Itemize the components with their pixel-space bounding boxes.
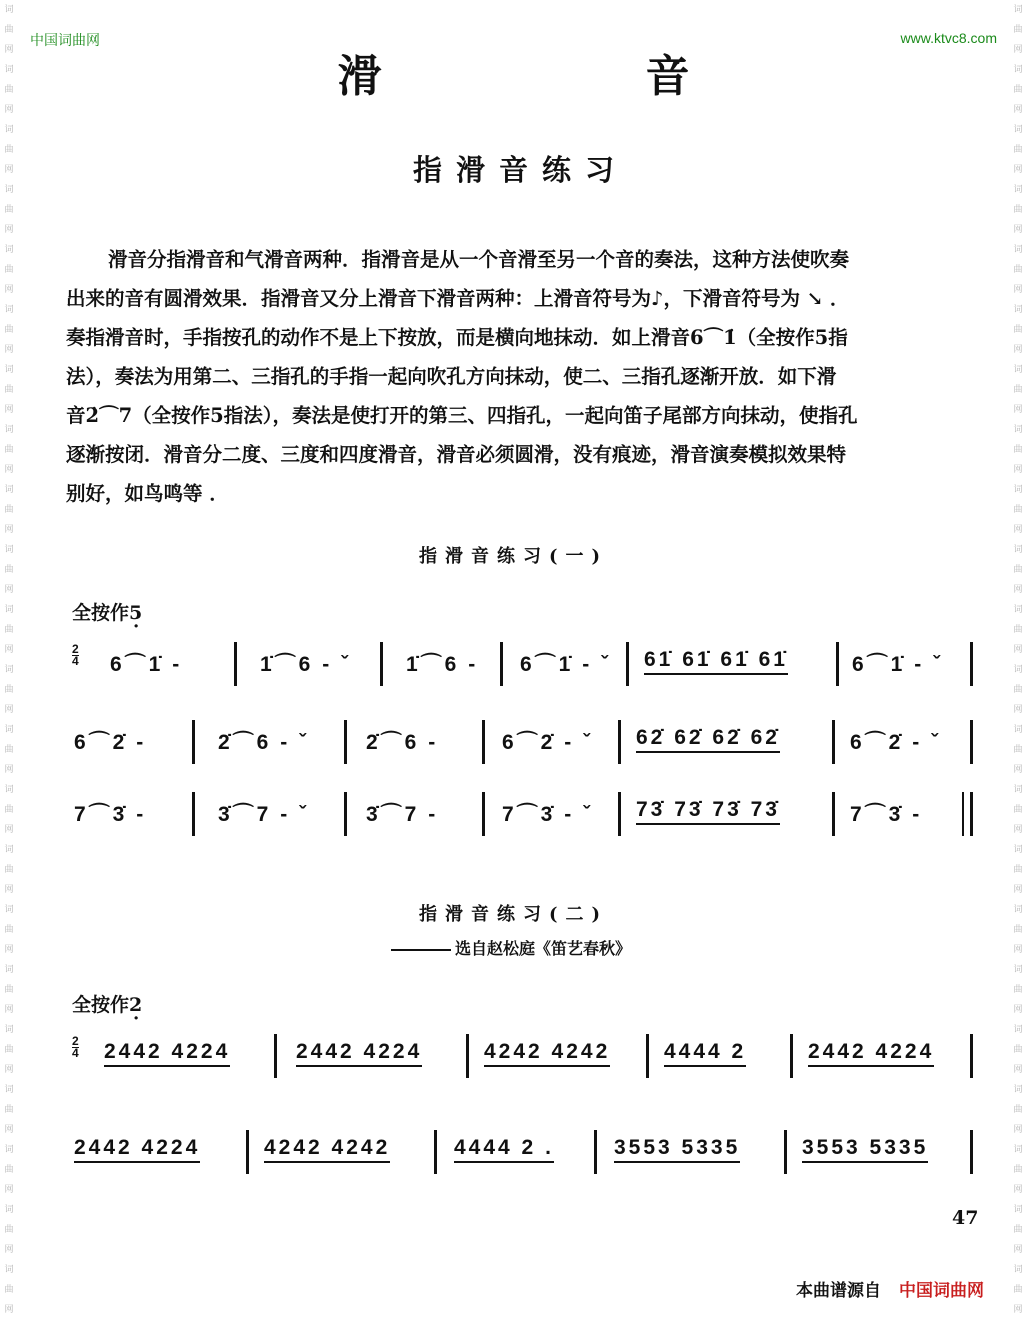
bar-line <box>344 720 347 764</box>
bar-line <box>594 1130 597 1174</box>
side-watermark-text: 词 曲 网 <box>4 365 14 415</box>
paragraph-line: 奏指滑音时，手指按孔的动作不是上下按放，而是横向地抹动．如上滑音6⌒1̇（全按作5指 <box>66 326 848 349</box>
exercise-2-fingering <box>72 990 142 1017</box>
measure: 3553 5335 <box>802 1136 928 1163</box>
side-watermark-text: 词 曲 网 <box>1013 1145 1023 1195</box>
measure: 7⌒3̇ - <box>850 803 923 826</box>
paragraph-line: 法），奏法为用第二、三指孔的手指一起向吹孔方向抹动，使二、三指孔逐渐开放．如下滑 <box>66 365 837 388</box>
measure: 6⌒1̇ - <box>110 653 183 676</box>
side-watermark-text: 词 曲 网 <box>4 125 14 175</box>
side-watermark-text: 词 曲 网 <box>1013 1265 1023 1315</box>
time-signature: 2 4 <box>72 1034 79 1060</box>
side-watermark-text: 词 曲 网 <box>4 5 14 55</box>
exercise-2-row <box>70 1032 980 1092</box>
side-watermark-text: 词 曲 网 <box>1013 365 1023 415</box>
side-watermark-text: 词 曲 网 <box>4 245 14 295</box>
side-watermark-text: 词 曲 网 <box>1013 65 1023 115</box>
footer-site-link[interactable]: 中国词曲网 <box>899 1281 984 1301</box>
side-watermark-text: 词 曲 网 <box>4 1025 14 1075</box>
bar-line <box>970 642 973 686</box>
side-watermark-text: 词 曲 网 <box>1013 1205 1023 1255</box>
exercise-1-row <box>70 718 980 778</box>
side-watermark-text: 词 曲 网 <box>1013 905 1023 955</box>
side-watermark-text: 词 曲 网 <box>1013 1025 1023 1075</box>
side-watermark-text: 词 曲 网 <box>1013 185 1023 235</box>
side-watermark-text: 词 曲 网 <box>4 665 14 715</box>
bar-line <box>618 792 621 836</box>
bar-line <box>784 1130 787 1174</box>
side-watermark-text: 词 曲 网 <box>4 605 14 655</box>
side-watermark-text: 词 曲 网 <box>1013 665 1023 715</box>
measure: 4444 2 . <box>454 1136 554 1163</box>
side-watermark-text: 词 曲 网 <box>1013 425 1023 475</box>
final-bar-line <box>970 792 973 836</box>
intro-paragraph <box>66 240 976 513</box>
measure: 6⌒2̇ - ˇ <box>850 731 942 754</box>
bar-line <box>832 720 835 764</box>
measure: 2442 4224 <box>296 1040 422 1067</box>
measure: 3553 5335 <box>614 1136 740 1163</box>
credit-text: 选自赵松庭《笛艺春秋》 <box>455 939 632 958</box>
bar-line <box>626 642 629 686</box>
measure: 4444 2 <box>664 1040 746 1067</box>
side-watermark-text: 词 曲 网 <box>4 1265 14 1315</box>
bar-line <box>274 1034 277 1078</box>
fingering-label: 全按作 <box>72 994 130 1016</box>
bar-line <box>192 792 195 836</box>
measure: 6⌒1̇ - ˇ <box>852 653 944 676</box>
measure: 73̇ 73̇ 73̇ 73̇ <box>636 798 780 825</box>
exercise-1-title: 指滑音练习(一) <box>418 546 609 567</box>
exercise-1-fingering <box>72 598 142 625</box>
credit-dash <box>391 949 451 951</box>
side-watermark-text: 词 曲 网 <box>1013 245 1023 295</box>
measure: 6⌒2̇ - ˇ <box>502 731 594 754</box>
paragraph-line: 别好，如鸟鸣等 ． <box>66 482 229 505</box>
bar-line <box>466 1034 469 1078</box>
footer-source-label: 本曲谱源自 <box>796 1281 881 1301</box>
bar-line <box>482 792 485 836</box>
measure: 4242 4242 <box>484 1040 610 1067</box>
side-watermark-text: 词 曲 网 <box>1013 725 1023 775</box>
measure: 62̇ 62̇ 62̇ 62̇ <box>636 726 780 753</box>
fingering-note: 5 · <box>129 602 142 624</box>
left-watermark-strip <box>2 0 16 1324</box>
measure: 1̇⌒6 - <box>406 653 479 676</box>
bar-line <box>192 720 195 764</box>
measure: 6⌒2̇ - <box>74 731 147 754</box>
side-watermark-text: 词 曲 网 <box>4 905 14 955</box>
side-watermark-text: 词 曲 网 <box>4 485 14 535</box>
bar-line <box>482 720 485 764</box>
measure: 2442 4224 <box>74 1136 200 1163</box>
bar-line <box>380 642 383 686</box>
exercise-2-title: 指滑音练习(二) <box>418 904 609 925</box>
measure: 2442 4224 <box>104 1040 230 1067</box>
exercise-2-row <box>70 1128 980 1188</box>
paragraph-line: 音2̇⌒7（全按作5指法），奏法是使打开的第三、四指孔，一起向笛子尾部方向抹动，使指孔 <box>66 404 858 427</box>
exercise-1-row <box>70 640 980 700</box>
bar-line <box>618 720 621 764</box>
bar-line <box>500 642 503 686</box>
measure: 1̇⌒6 - ˇ <box>260 653 352 676</box>
side-watermark-text: 词 曲 网 <box>4 425 14 475</box>
footer <box>796 1276 984 1301</box>
side-watermark-text: 词 曲 网 <box>1013 5 1023 55</box>
bar-line <box>790 1034 793 1078</box>
bar-line <box>970 1034 973 1078</box>
measure: 7⌒3̇ - ˇ <box>502 803 594 826</box>
exercise-2-credit <box>391 936 631 959</box>
bar-line <box>234 642 237 686</box>
bar-line <box>246 1130 249 1174</box>
measure: 2̇⌒6 - <box>366 731 439 754</box>
measure: 61̇ 61̇ 61̇ 61̇ <box>644 648 788 675</box>
page-subtitle: 指滑音练习 <box>412 153 628 187</box>
side-watermark-text: 词 曲 网 <box>4 845 14 895</box>
bar-line <box>970 1130 973 1174</box>
measure: 3̇⌒7 - <box>366 803 439 826</box>
paragraph-line: 滑音分指滑音和气滑音两种．指滑音是从一个音滑至另一个音的奏法，这种方法使吹奏 <box>108 248 850 271</box>
side-watermark-text: 词 曲 网 <box>4 1085 14 1135</box>
side-watermark-text: 词 曲 网 <box>4 1145 14 1195</box>
side-watermark-text: 词 曲 网 <box>1013 545 1023 595</box>
bar-line <box>646 1034 649 1078</box>
side-watermark-text: 词 曲 网 <box>4 785 14 835</box>
measure: 2̇⌒6 - ˇ <box>218 731 310 754</box>
side-watermark-text: 词 曲 网 <box>1013 785 1023 835</box>
side-watermark-text: 词 曲 网 <box>1013 1085 1023 1135</box>
watermark-url[interactable]: www.ktvc8.com <box>900 30 997 46</box>
side-watermark-text: 词 曲 网 <box>4 965 14 1015</box>
side-watermark-text: 词 曲 网 <box>4 185 14 235</box>
measure: 3̇⌒7 - ˇ <box>218 803 310 826</box>
right-watermark-strip <box>1011 0 1025 1324</box>
exercise-1-row <box>70 790 980 850</box>
paragraph-line: 出来的音有圆滑效果．指滑音又分上滑音下滑音两种：上滑音符号为♪，下滑音符号为 ↘ ． <box>66 287 850 310</box>
measure: 4242 4242 <box>264 1136 390 1163</box>
fingering-note: 2 · <box>129 994 142 1016</box>
side-watermark-text: 词 曲 网 <box>4 65 14 115</box>
paragraph-line: 逐渐按闭．滑音分二度、三度和四度滑音，滑音必须圆滑，没有痕迹，滑音演奏模拟效果特 <box>66 443 847 466</box>
side-watermark-text: 词 曲 网 <box>1013 125 1023 175</box>
bar-line <box>344 792 347 836</box>
bar-line <box>434 1130 437 1174</box>
page-title: 滑 音 <box>337 51 800 102</box>
page-number: 47 <box>952 1207 979 1229</box>
side-watermark-text: 词 曲 网 <box>4 1205 14 1255</box>
side-watermark-text: 词 曲 网 <box>1013 305 1023 355</box>
bar-line <box>832 792 835 836</box>
watermark-site-name: 中国词曲网 <box>30 33 100 49</box>
fingering-label: 全按作 <box>72 602 130 624</box>
time-signature: 2 4 <box>72 642 79 668</box>
side-watermark-text: 词 曲 网 <box>1013 605 1023 655</box>
measure: 7⌒3̇ - <box>74 803 147 826</box>
side-watermark-text: 词 曲 网 <box>4 545 14 595</box>
side-watermark-text: 词 曲 网 <box>1013 485 1023 535</box>
side-watermark-text: 词 曲 网 <box>4 305 14 355</box>
side-watermark-text: 词 曲 网 <box>1013 845 1023 895</box>
side-watermark-text: 词 曲 网 <box>4 725 14 775</box>
bar-line <box>970 720 973 764</box>
measure: 2442 4224 <box>808 1040 934 1067</box>
side-watermark-text: 词 曲 网 <box>1013 965 1023 1015</box>
bar-line <box>836 642 839 686</box>
measure: 6⌒1̇ - ˇ <box>520 653 612 676</box>
